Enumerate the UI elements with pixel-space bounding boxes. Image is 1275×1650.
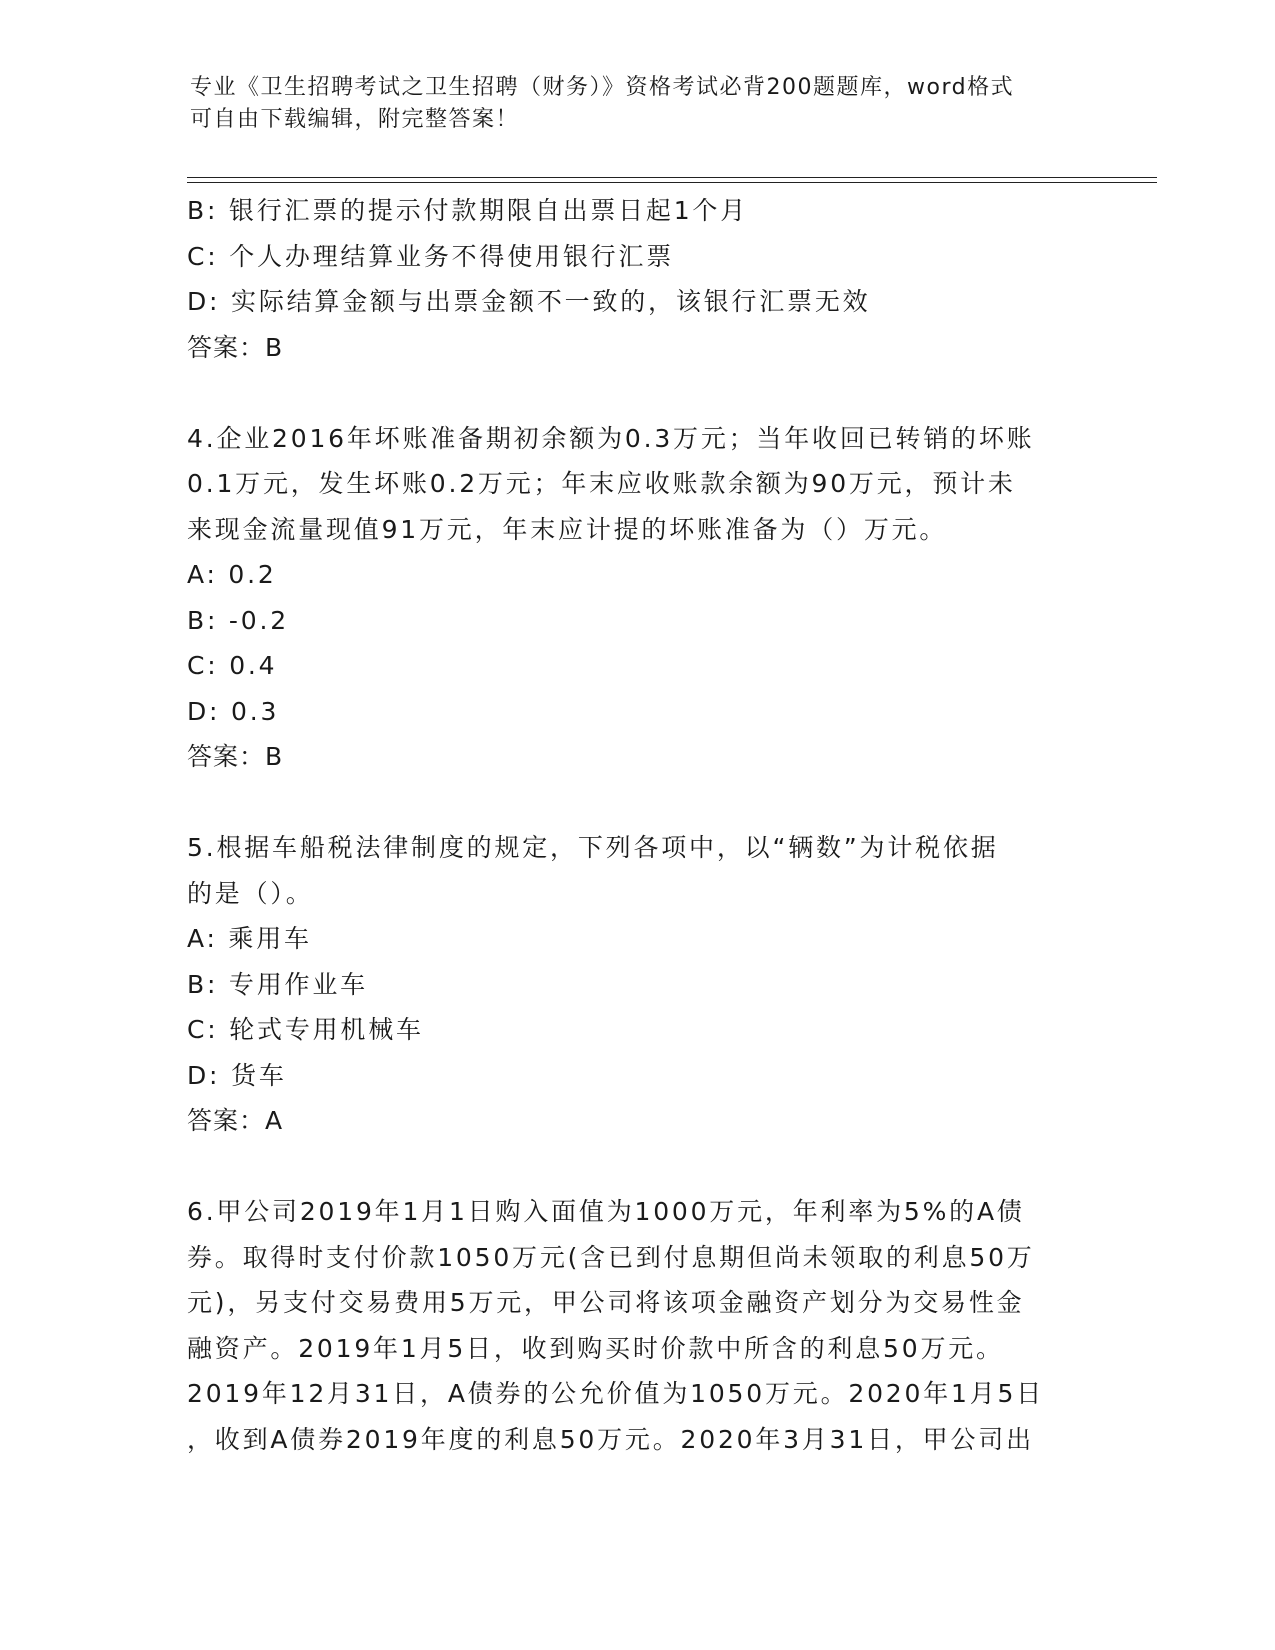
question-5-option-a: A: 乘用车 <box>187 924 312 953</box>
question-6-stem-line-4: 融资产。2019年1月5日，收到购买时价款中所含的利息50万元。 <box>187 1333 1004 1363</box>
header-divider-top <box>187 177 1157 178</box>
question-6-stem-line-2: 券。取得时支付价款1050万元(含已到付息期但尚未领取的利息50万 <box>187 1242 1035 1272</box>
document-header <box>190 72 1090 136</box>
question-4-option-a: A: 0.2 <box>187 560 277 589</box>
question-5 <box>187 825 1087 1144</box>
question-4-option-d: D: 0.3 <box>187 696 280 726</box>
question-4 <box>187 416 1087 780</box>
question-spacer <box>187 1144 1087 1190</box>
question-4-option-c: C: 0.4 <box>187 651 278 680</box>
question-6-stem-line-3: 元)，另支付交易费用5万元，甲公司将该项金融资产划分为交易性金 <box>187 1288 1025 1317</box>
header-title-line-2: 可自由下载编辑，附完整答案！ <box>190 107 520 132</box>
question-4-option-b: B: -0.2 <box>187 605 289 635</box>
question-6-stem-line-5: 2019年12月31日，A债券的公允价值为1050万元。2020年1月5日 <box>187 1379 1045 1408</box>
question-3-answer: 答案：B <box>187 332 284 362</box>
question-5-stem-line-1: 5.根据车船税法律制度的规定，下列各项中，以“辆数”为计税依据 <box>187 833 999 862</box>
question-5-option-b: B: 专用作业车 <box>187 969 368 999</box>
question-5-option-c: C: 轮式专用机械车 <box>187 1015 424 1044</box>
header-divider-bottom <box>187 182 1157 183</box>
question-list <box>187 188 1087 1462</box>
question-3-option-c: C: 个人办理结算业务不得使用银行汇票 <box>187 241 675 271</box>
question-5-option-d: D: 货车 <box>187 1060 287 1090</box>
question-5-answer: 答案：A <box>187 1106 284 1135</box>
question-3-option-b: B: 银行汇票的提示付款期限自出票日起1个月 <box>187 196 749 225</box>
question-spacer <box>187 780 1087 826</box>
question-4-stem-line-2: 0.1万元，发生坏账0.2万元；年末应收账款余额为90万元，预计未 <box>187 469 1016 498</box>
question-4-answer: 答案：B <box>187 742 284 771</box>
question-6-stem-line-6: ，收到A债券2019年度的利息50万元。2020年3月31日，甲公司出 <box>187 1424 1034 1454</box>
question-spacer <box>187 370 1087 416</box>
question-3-partial <box>187 188 1087 370</box>
question-3-option-d: D: 实际结算金额与出票金额不一致的，该银行汇票无效 <box>187 287 871 316</box>
question-4-stem-line-3: 来现金流量现值91万元，年末应计提的坏账准备为（）万元。 <box>187 514 948 544</box>
question-6 <box>187 1189 1087 1462</box>
question-4-stem-line-1: 4.企业2016年坏账准备期初余额为0.3万元；当年收回已转销的坏账 <box>187 423 1035 453</box>
question-5-stem-line-2: 的是（）。 <box>187 878 314 908</box>
header-title-line-1: 专业《卫生招聘考试之卫生招聘（财务）》资格考试必背200题题库，word格式 <box>190 75 1015 100</box>
question-6-stem-line-1: 6.甲公司2019年1月1日购入面值为1000万元，年利率为5%的A债 <box>187 1197 1025 1226</box>
